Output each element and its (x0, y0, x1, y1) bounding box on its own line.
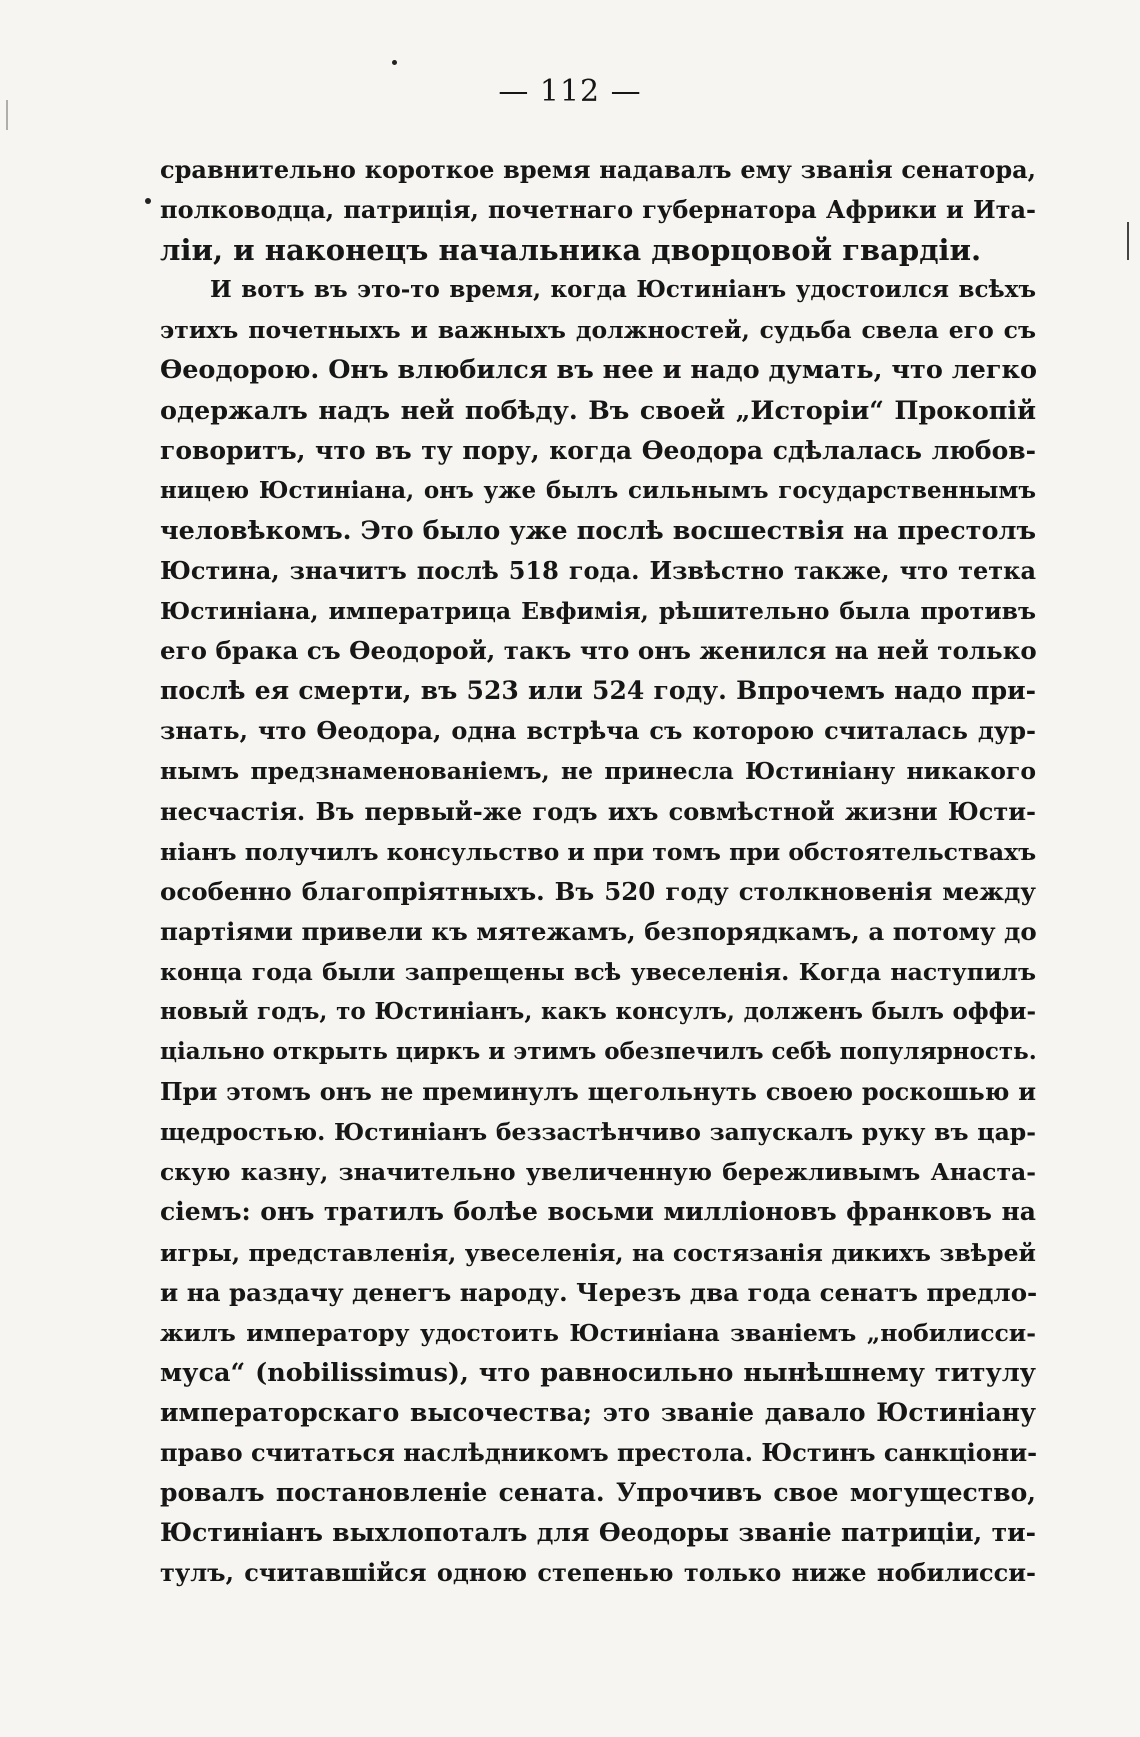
text-line: императорскаго высочества; это званіе давало Юстиніану (160, 1397, 1036, 1427)
text-line: право считаться наслѣдникомъ престола. Юстинъ санкціони- (160, 1438, 1038, 1467)
text-line: скую казну, значительно увеличенную бережливымъ Анаста- (160, 1158, 1036, 1187)
text-line: человѣкомъ. Это было уже послѣ восшествія на престолъ (160, 515, 1036, 546)
text-line: ціально открыть циркъ и этимъ обезпечилъ себѣ популярность. (160, 1038, 1037, 1066)
page-number: — 112 — (498, 74, 642, 109)
text-line: сравнительно короткое время надавалъ ему званія сенатора, (160, 155, 1036, 184)
text-line: несчастія. Въ первый-же годъ ихъ совмѣстной жизни Юсти- (160, 796, 1036, 826)
page-edge-mark (1127, 222, 1129, 260)
text-line: Ѳеодорою. Онъ влюбился въ нее и надо думать, что легко (160, 355, 1037, 386)
ink-speck (392, 60, 397, 65)
text-line: муса“ (nobilissimus), что равносильно нынѣшнему титулу (160, 1357, 1036, 1388)
text-line: партіями привели къ мятежамъ, безпорядкамъ, а потому до (160, 916, 1037, 946)
text-line: одержалъ надъ ней побѣду. Въ своей „Исторіи“ Прокопій (160, 395, 1036, 426)
text-line: Юстиніана, императрица Евфимія, рѣшительно была противъ (160, 597, 1036, 626)
text-line: Юстиніанъ выхлопоталъ для Ѳеодоры званіе патриціи, ти- (160, 1518, 1036, 1548)
text-line: его брака съ Ѳеодорой, такъ что онъ женился на ней только (160, 636, 1037, 666)
text-line: щедростью. Юстиніанъ беззастѣнчиво запускалъ руку въ цар- (160, 1118, 1036, 1147)
text-line: При этомъ онъ не преминулъ щегольнуть своею роскошью и (160, 1077, 1036, 1107)
text-line: конца года были запрещены всѣ увеселенія. Когда наступилъ (160, 957, 1036, 986)
text-line: ницею Юстиніана, онъ уже былъ сильнымъ государственнымъ (160, 476, 1036, 504)
text-line: ніанъ получилъ консульство и при томъ при обстоятельствахъ (160, 837, 1037, 866)
text-line: этихъ почетныхъ и важныхъ должностей, судьба свела его съ (160, 316, 1036, 345)
text-line: особенно благопріятныхъ. Въ 520 году столкновенія между (160, 876, 1036, 906)
ink-speck (145, 198, 151, 204)
text-line: и на раздачу денегъ народу. Черезъ два года сенатъ предло- (160, 1277, 1038, 1307)
text-line: игры, представленія, увеселенія, на состязанія дикихъ звѣрей (160, 1238, 1036, 1267)
text-line: ровалъ постановленіе сената. Упрочивъ свое могущество, (160, 1478, 1036, 1508)
text-line: И вотъ въ это-то время, когда Юстиніанъ удостоился всѣхъ (210, 276, 1036, 304)
text-line: ліи, и наконецъ начальника дворцовой гвардіи. (160, 233, 982, 268)
text-line: Юстина, значитъ послѣ 518 года. Извѣстно также, что тетка (160, 555, 1036, 585)
text-line: жилъ императору удостоить Юстиніана званіемъ „нобилисси- (160, 1318, 1036, 1347)
text-line: сіемъ: онъ тратилъ болѣе восьми милліоновъ франковъ на (160, 1197, 1036, 1227)
text-line: новый годъ, то Юстиніанъ, какъ консулъ, долженъ былъ оффи- (160, 997, 1036, 1025)
text-line: нымъ предзнаменованіемъ, не принесла Юстиніану никакого (160, 757, 1036, 786)
text-line: знать, что Ѳеодора, одна встрѣча съ которою считалась дур- (160, 716, 1036, 746)
text-line: тулъ, считавшійся одною степенью только ниже нобилисси- (160, 1558, 1036, 1588)
body-text (160, 150, 1036, 1593)
text-line: полководца, патриція, почетнаго губернатора Африки и Ита- (160, 195, 1036, 225)
text-line: послѣ ея смерти, въ 523 или 524 году. Впрочемъ надо при- (160, 676, 1036, 706)
text-line: говоритъ, что въ ту пору, когда Ѳеодора сдѣлалась любов- (160, 435, 1036, 465)
